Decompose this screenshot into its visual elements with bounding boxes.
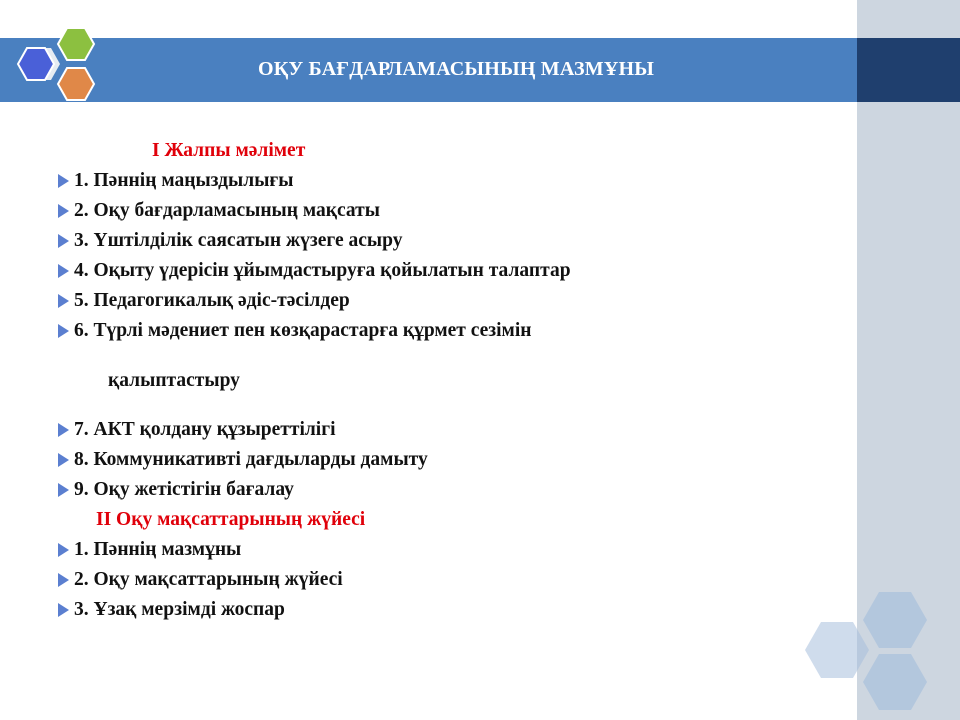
triangle-bullet-icon — [58, 483, 69, 497]
list-item: 5. Педагогикалық әдіс-тәсілдер — [56, 286, 836, 316]
slide-title: ОҚУ БАҒДАРЛАМАСЫНЫҢ МАЗМҰНЫ — [258, 58, 655, 80]
hexagon-cluster-logo-icon — [12, 24, 112, 116]
triangle-bullet-icon — [58, 453, 69, 467]
triangle-bullet-icon — [58, 603, 69, 617]
list-item: 6. Түрлі мәдениет пен көзқарастарға құрмет сезімін — [56, 316, 836, 346]
list-item: 7. АКТ қолдану құзыреттілігі — [56, 415, 836, 445]
list-item: 8. Коммуникативті дағдыларды дамыту — [56, 445, 836, 475]
list-item: 3. Ұзақ мерзімді жоспар — [56, 595, 836, 625]
slide-content — [56, 136, 836, 625]
triangle-bullet-icon — [58, 423, 69, 437]
list-item: 3. Үштілділік саясатын жүзеге асыру — [56, 226, 836, 256]
triangle-bullet-icon — [58, 204, 69, 218]
triangle-bullet-icon — [58, 294, 69, 308]
section-heading-objectives: II Оқу мақсаттарының жүйесі — [96, 509, 366, 530]
triangle-bullet-icon — [58, 324, 69, 338]
list-item: 2. Оқу мақсаттарының жүйесі — [56, 565, 836, 595]
title-banner-end — [857, 38, 960, 102]
hexagon-decoration-icon — [805, 590, 960, 720]
list-item: 1. Пәннің мазмұны — [56, 535, 836, 565]
list-item: 4. Оқыту үдерісін ұйымдастыруға қойылатын талаптар — [56, 256, 836, 286]
list-item: 2. Оқу бағдарламасының мақсаты — [56, 196, 836, 226]
list-item: 1. Пәннің маңыздылығы — [56, 166, 836, 196]
triangle-bullet-icon — [58, 573, 69, 587]
list-item-continuation: қалыптастыру — [108, 369, 240, 391]
triangle-bullet-icon — [58, 174, 69, 188]
triangle-bullet-icon — [58, 264, 69, 278]
triangle-bullet-icon — [58, 234, 69, 248]
list-item: 9. Оқу жетістігін бағалау — [56, 475, 836, 505]
triangle-bullet-icon — [58, 543, 69, 557]
section-heading-general: I Жалпы мәлімет — [152, 140, 306, 161]
